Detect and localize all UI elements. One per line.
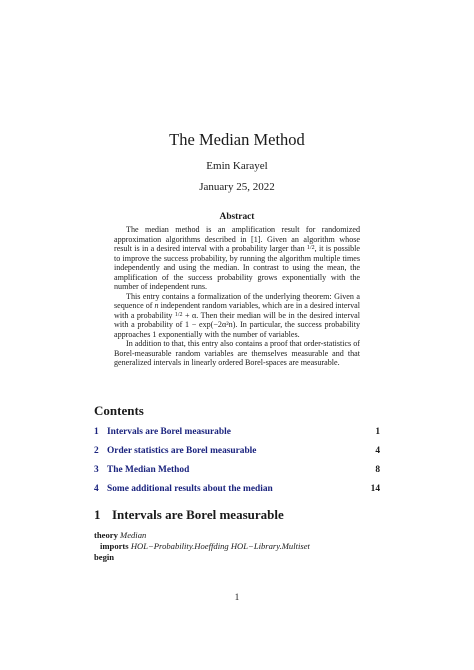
keyword-imports: imports — [100, 541, 129, 551]
math-variable-n: n — [154, 301, 159, 310]
abstract-paragraph-2 — [114, 292, 360, 340]
imports-line — [100, 541, 310, 551]
toc-number[interactable]: 2 — [94, 446, 99, 456]
fraction-half: 1/2 — [174, 311, 183, 318]
theory-name: Median — [120, 530, 147, 540]
abstract-paragraph-3 — [114, 339, 360, 368]
section-number: 1 — [94, 507, 101, 522]
fraction-half: 1/2 — [306, 245, 315, 251]
toc-link[interactable]: Order statistics are Borel measurable — [107, 446, 257, 456]
section-title: Intervals are Borel measurable — [112, 507, 284, 522]
keyword-begin: begin — [94, 552, 115, 562]
toc-page-number: 14 — [370, 484, 380, 494]
abstract-heading: Abstract — [219, 212, 255, 222]
abstract-text: This entry contains a formalization of the underlying theorem: Given a sequence of — [114, 291, 360, 310]
keyword-theory: theory — [94, 530, 118, 540]
abstract-paragraph-1 — [114, 225, 360, 292]
imports-list: HOL−Probability.Hoeffding HOL−Library.Multiset — [130, 541, 310, 551]
abstract-text: + α. Then their median will be in the desired interval with a probability of 1 − exp(−2α²n). In particular, the success probability approaches 1 exponentially with the number of variables. — [114, 310, 360, 339]
publication-date: January 25, 2022 — [199, 181, 275, 193]
abstract-text: The median method is an amplification result for randomized approximation algorithms described in [1]. Given an algorithm whose result is in a desired interval with a probability larger than — [114, 225, 360, 253]
toc-number[interactable]: 4 — [94, 484, 99, 494]
toc-link[interactable]: Intervals are Borel measurable — [107, 427, 231, 437]
toc-page-number: 8 — [375, 465, 380, 475]
toc-number[interactable]: 3 — [94, 465, 99, 475]
author-name: Emin Karayel — [206, 160, 268, 172]
theory-line — [94, 530, 146, 540]
toc-page-number: 1 — [375, 427, 380, 437]
paper-title: The Median Method — [169, 130, 305, 149]
contents-heading: Contents — [94, 403, 144, 418]
toc-link[interactable]: The Median Method — [107, 465, 190, 475]
toc-link[interactable]: Some additional results about the median — [107, 484, 273, 494]
abstract-text: independent random variables, which are in a desired interval with a probability — [114, 301, 361, 320]
abstract-text: In addition to that, this entry also contains a proof that order-statistics of Borel-measurable random variables are themselves measurable and that generalized intervals in linearly ordered Borel-spaces are measurable. — [114, 339, 360, 367]
toc-page-number: 4 — [375, 446, 380, 456]
toc-number[interactable]: 1 — [94, 427, 99, 437]
page-number: 1 — [234, 593, 240, 603]
section-heading — [94, 507, 284, 523]
abstract-text: , it is possible to improve the success probability, by running the algorithm multiple times independently and using the median. In contrast to using the mean, the amplification of the success probability grows exponentially with the number of independent runs. — [114, 244, 360, 291]
begin-line — [94, 552, 114, 562]
abstract-body — [114, 225, 360, 368]
